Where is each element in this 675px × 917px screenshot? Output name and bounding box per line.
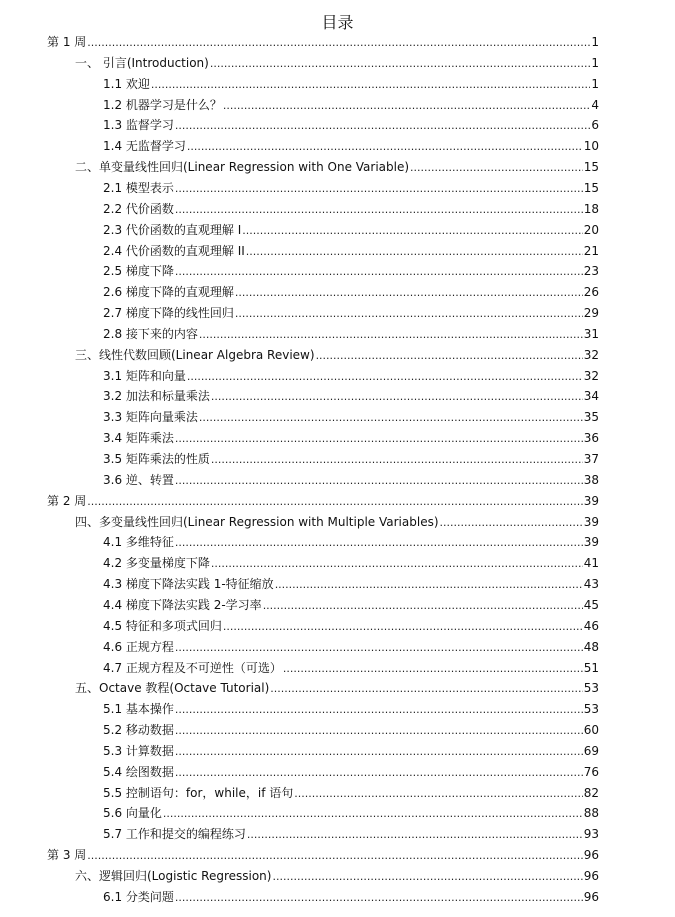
toc-entry-level-2[interactable]: [103, 220, 599, 240]
toc-entry-page-number[interactable]: 53: [583, 681, 599, 696]
dot-leader: [151, 75, 590, 95]
toc-entry-page-number[interactable]: 37: [583, 452, 599, 466]
toc-entry-label[interactable]: 2.6 梯度下降的直观理解: [103, 285, 234, 300]
toc-entry-page-number[interactable]: 39: [583, 535, 599, 550]
toc-entry-page-number[interactable]: 18: [583, 201, 599, 216]
toc-entry-label[interactable]: 六、逻辑回归(Logistic Regression): [75, 869, 272, 883]
toc-entry-level-2[interactable]: [103, 366, 599, 386]
toc-entry-level-2[interactable]: [103, 199, 599, 219]
toc-row[interactable]: [0, 616, 675, 636]
toc-entry-level-2[interactable]: [103, 95, 599, 115]
dot-leader: [210, 54, 591, 74]
toc-entry-label[interactable]: 3.1 矩阵和向量: [103, 368, 186, 383]
toc-entry-label[interactable]: 5.7 工作和提交的编程练习: [103, 827, 246, 842]
toc-entry-level-2[interactable]: [103, 282, 599, 302]
toc-entry-level-2[interactable]: [103, 616, 599, 636]
toc-row[interactable]: [0, 887, 675, 907]
toc-entry-label[interactable]: 6.1 分类问题: [103, 889, 174, 904]
toc-entry-label[interactable]: 1.1 欢迎: [103, 76, 150, 91]
toc-entry-label[interactable]: 2.4 代价函数的直观理解 II: [103, 243, 245, 258]
toc-entry-level-1[interactable]: [75, 866, 599, 886]
toc-entry-label[interactable]: 5.1 基本操作: [103, 702, 174, 717]
toc-entry-page-number[interactable]: 15: [583, 160, 599, 175]
dot-leader: [246, 242, 583, 262]
toc-entry-page-number[interactable]: 15: [583, 180, 599, 195]
toc-row[interactable]: [0, 324, 675, 344]
toc-entry-level-0[interactable]: [47, 32, 599, 52]
toc-entry-page-number[interactable]: 32: [583, 347, 599, 362]
toc-entry-label[interactable]: 第 1 周: [47, 35, 87, 49]
toc-entry-label[interactable]: 5.2 移动数据: [103, 723, 174, 738]
toc-row[interactable]: [0, 553, 675, 573]
dot-leader: [87, 846, 582, 866]
toc-entry-level-2[interactable]: [103, 428, 599, 448]
toc-entry-level-2[interactable]: [103, 720, 599, 740]
toc-entry-page-number[interactable]: 36: [583, 431, 599, 446]
toc-row[interactable]: [0, 866, 675, 886]
toc-entry-level-2[interactable]: [103, 699, 599, 719]
toc-entry-page-number[interactable]: 69: [583, 743, 599, 758]
toc-row[interactable]: [0, 199, 675, 219]
toc-row[interactable]: [0, 53, 675, 73]
dot-leader: [272, 867, 582, 887]
toc-row[interactable]: [0, 32, 675, 52]
dot-leader: [187, 367, 583, 387]
toc-row[interactable]: [0, 303, 675, 323]
dot-leader: [187, 137, 583, 157]
toc-row[interactable]: [0, 824, 675, 844]
toc-entry-page-number[interactable]: 10: [583, 139, 599, 154]
toc-entry-label[interactable]: 四、多变量线性回归(Linear Regression with Multiple Variables): [75, 514, 439, 529]
toc-entry-level-2[interactable]: [103, 324, 599, 344]
toc-entry-label[interactable]: 5.6 向量化: [103, 806, 162, 821]
toc-entry-page-number[interactable]: 82: [583, 785, 599, 800]
dot-leader: [283, 659, 583, 679]
toc-entry-page-number[interactable]: 6: [591, 118, 599, 133]
toc-entry-page-number[interactable]: 39: [583, 493, 599, 508]
toc-entry-label[interactable]: 4.2 多变量梯度下降: [103, 556, 210, 571]
dot-leader: [211, 387, 583, 407]
toc-row[interactable]: [0, 178, 675, 198]
toc-row[interactable]: [0, 157, 675, 177]
toc-entry-page-number[interactable]: 46: [583, 618, 599, 633]
toc-entry-level-2[interactable]: [103, 303, 599, 323]
toc-entry-page-number[interactable]: 51: [583, 660, 599, 675]
dot-leader: [294, 784, 582, 804]
toc-entry-page-number[interactable]: 29: [583, 306, 599, 321]
toc-row[interactable]: [0, 845, 675, 865]
toc-row[interactable]: [0, 720, 675, 740]
toc-entry-page-number[interactable]: 88: [583, 806, 599, 821]
dot-leader: [263, 596, 583, 616]
dot-leader: [199, 408, 583, 428]
toc-entry-label[interactable]: 五、Octave 教程(Octave Tutorial): [75, 681, 270, 696]
toc-entry-label[interactable]: 二、单变量线性回归(Linear Regression with One Variable): [75, 160, 410, 175]
toc-entry-level-1[interactable]: [75, 345, 599, 365]
dot-leader: [175, 721, 583, 741]
dot-leader: [87, 492, 582, 512]
toc-row[interactable]: [0, 512, 675, 532]
dot-leader: [175, 116, 590, 136]
toc-entry-label[interactable]: 4.6 正规方程: [103, 639, 174, 654]
dot-leader: [211, 450, 583, 470]
toc-entry-label[interactable]: 3.4 矩阵乘法: [103, 431, 174, 446]
toc-entry-label[interactable]: 第 3 周: [47, 848, 87, 863]
dot-leader: [175, 638, 583, 658]
toc-entry-label[interactable]: 4.5 特征和多项式回归: [103, 618, 222, 633]
toc-row[interactable]: [0, 637, 675, 657]
toc-row[interactable]: [0, 428, 675, 448]
dot-leader: [211, 554, 583, 574]
dot-leader: [175, 763, 583, 783]
toc-entry-level-2[interactable]: [103, 178, 599, 198]
toc-row[interactable]: [0, 762, 675, 782]
dot-leader: [275, 575, 583, 595]
toc-row[interactable]: [0, 574, 675, 594]
toc-entry-label[interactable]: 4.7 正规方程及不可逆性（可选）: [103, 660, 282, 675]
toc-entry-page-number[interactable]: 1: [591, 76, 599, 91]
toc-row[interactable]: [0, 803, 675, 823]
dot-leader: [175, 262, 583, 282]
toc-entry-level-2[interactable]: [103, 261, 599, 281]
toc-entry-level-2[interactable]: [103, 803, 599, 823]
toc-entry-level-2[interactable]: [103, 658, 599, 678]
toc-entry-label[interactable]: 4.3 梯度下降法实践 1-特征缩放: [103, 577, 274, 592]
dot-leader: [87, 33, 590, 53]
toc-row[interactable]: [0, 470, 675, 490]
toc-entry-level-2[interactable]: [103, 637, 599, 657]
toc-entry-label[interactable]: 2.3 代价函数的直观理解 I: [103, 222, 242, 237]
toc-entry-label[interactable]: 5.3 计算数据: [103, 743, 174, 758]
toc-entry-label[interactable]: 5.5 控制语句：for，while，if 语句: [103, 785, 294, 800]
toc-entry-page-number[interactable]: 23: [583, 264, 599, 279]
toc-entry-level-2[interactable]: [103, 887, 599, 907]
toc-row[interactable]: [0, 345, 675, 365]
toc-entry-page-number[interactable]: 4: [591, 97, 599, 112]
toc-entry-page-number[interactable]: 76: [583, 764, 599, 779]
dot-leader: [410, 158, 583, 178]
dot-leader: [163, 804, 583, 824]
toc-entry-label[interactable]: 2.1 模型表示: [103, 180, 174, 195]
toc-entry-level-2[interactable]: [103, 553, 599, 573]
dot-leader: [235, 304, 583, 324]
toc-entry-level-1[interactable]: [75, 512, 599, 532]
toc-entry-page-number[interactable]: 45: [583, 597, 599, 612]
toc-entry-page-number[interactable]: 60: [583, 723, 599, 738]
toc-entry-page-number[interactable]: 96: [583, 848, 599, 863]
toc-row[interactable]: [0, 95, 675, 115]
toc-entry-page-number[interactable]: 1: [591, 35, 599, 49]
toc-entry-label[interactable]: 2.8 接下来的内容: [103, 326, 198, 341]
toc-entry-level-2[interactable]: [103, 574, 599, 594]
dot-leader: [175, 471, 583, 491]
toc-entry-label[interactable]: 2.5 梯度下降: [103, 264, 174, 279]
dot-leader: [199, 325, 583, 345]
toc-entry-page-number[interactable]: 41: [583, 556, 599, 571]
toc-entry-level-2[interactable]: [103, 470, 599, 490]
toc-row[interactable]: [0, 678, 675, 698]
dot-leader: [223, 96, 590, 116]
toc-entry-label[interactable]: 5.4 绘图数据: [103, 764, 174, 779]
toc-entry-level-2[interactable]: [103, 783, 599, 803]
dot-leader: [175, 888, 583, 908]
toc-entry-level-1[interactable]: [75, 157, 599, 177]
toc-entry-label[interactable]: 2.7 梯度下降的线性回归: [103, 306, 234, 321]
dot-leader: [175, 179, 583, 199]
toc-row[interactable]: [0, 741, 675, 761]
toc-entry-level-2[interactable]: [103, 741, 599, 761]
toc-entry-label[interactable]: 一、 引言(Introduction): [75, 55, 209, 70]
toc-entry-level-1[interactable]: [75, 678, 599, 698]
toc-entry-label[interactable]: 3.3 矩阵向量乘法: [103, 410, 198, 425]
toc-entry-level-2[interactable]: [103, 386, 599, 406]
toc-entry-level-2[interactable]: [103, 74, 599, 94]
toc-entry-page-number[interactable]: 38: [583, 472, 599, 487]
toc-row[interactable]: [0, 220, 675, 240]
toc-entry-page-number[interactable]: 53: [583, 702, 599, 717]
toc-row[interactable]: [0, 699, 675, 719]
dot-leader: [242, 221, 582, 241]
toc-entry-label[interactable]: 3.5 矩阵乘法的性质: [103, 452, 210, 466]
dot-leader: [175, 742, 583, 762]
dot-leader: [247, 825, 583, 845]
dot-leader: [235, 283, 583, 303]
toc-entry-page-number[interactable]: 1: [591, 55, 599, 70]
toc-entry-level-2[interactable]: [103, 115, 599, 135]
toc-entry-page-number[interactable]: 21: [583, 243, 599, 258]
toc-entry-label[interactable]: 1.2 机器学习是什么？: [103, 97, 222, 112]
toc-entry-page-number[interactable]: 26: [583, 285, 599, 300]
toc-entry-label[interactable]: 3.2 加法和标量乘法: [103, 389, 210, 404]
toc-entry-page-number[interactable]: 48: [583, 639, 599, 654]
dot-leader: [175, 700, 583, 720]
toc-row[interactable]: [0, 783, 675, 803]
toc-entry-level-2[interactable]: [103, 532, 599, 552]
toc-entry-label[interactable]: 2.2 代价函数: [103, 201, 174, 216]
toc-entry-level-0[interactable]: [47, 845, 599, 865]
toc-row[interactable]: [0, 282, 675, 302]
toc-entry-label[interactable]: 4.4 梯度下降法实践 2-学习率: [103, 597, 262, 612]
toc-entry-level-2[interactable]: [103, 407, 599, 427]
toc-entry-label[interactable]: 1.4 无监督学习: [103, 139, 186, 154]
toc-row[interactable]: [0, 74, 675, 94]
toc-row[interactable]: [0, 449, 675, 469]
toc-entry-page-number[interactable]: 93: [583, 827, 599, 842]
toc-row[interactable]: [0, 595, 675, 615]
toc-entry-level-0[interactable]: [47, 491, 599, 511]
page-title: 目录: [321, 13, 354, 32]
toc-row[interactable]: [0, 366, 675, 386]
toc-row[interactable]: [0, 241, 675, 261]
toc-entry-page-number[interactable]: 43: [583, 577, 599, 592]
toc-entry-label[interactable]: 三、线性代数回顾(Linear Algebra Review): [75, 347, 315, 362]
toc-row[interactable]: [0, 491, 675, 511]
toc-row[interactable]: [0, 386, 675, 406]
toc-row[interactable]: [0, 532, 675, 552]
toc-entry-level-1[interactable]: [75, 53, 599, 73]
toc-entry-label[interactable]: 第 2 周: [47, 493, 87, 508]
toc-entry-label[interactable]: 1.3 监督学习: [103, 118, 174, 133]
dot-leader: [223, 617, 583, 637]
toc-row[interactable]: [0, 658, 675, 678]
toc-entry-level-2[interactable]: [103, 595, 599, 615]
dot-leader: [175, 429, 583, 449]
dot-leader: [316, 346, 583, 366]
toc-entry-page-number[interactable]: 31: [583, 326, 599, 341]
toc-entry-level-2[interactable]: [103, 824, 599, 844]
toc-entry-level-2[interactable]: [103, 136, 599, 156]
toc-entry-page-number[interactable]: 34: [583, 389, 599, 404]
toc-row[interactable]: [0, 407, 675, 427]
toc-entry-page-number[interactable]: 35: [583, 410, 599, 425]
dot-leader: [175, 533, 583, 553]
toc-row[interactable]: [0, 136, 675, 156]
toc-entry-level-2[interactable]: [103, 241, 599, 261]
toc-entry-level-2[interactable]: [103, 449, 599, 469]
dot-leader: [270, 679, 582, 699]
dot-leader: [175, 200, 583, 220]
dot-leader: [440, 513, 583, 533]
toc-row[interactable]: [0, 261, 675, 281]
toc-entry-page-number[interactable]: 20: [583, 222, 599, 237]
toc-row[interactable]: [0, 115, 675, 135]
toc-entry-label[interactable]: 3.6 逆、转置: [103, 472, 174, 487]
toc-entry-label[interactable]: 4.1 多维特征: [103, 535, 174, 550]
toc-entry-page-number[interactable]: 39: [583, 514, 599, 529]
toc-entry-page-number[interactable]: 96: [583, 869, 599, 883]
toc-entry-level-2[interactable]: [103, 762, 599, 782]
toc-entry-page-number[interactable]: 32: [583, 368, 599, 383]
toc-entry-page-number[interactable]: 96: [583, 889, 599, 904]
